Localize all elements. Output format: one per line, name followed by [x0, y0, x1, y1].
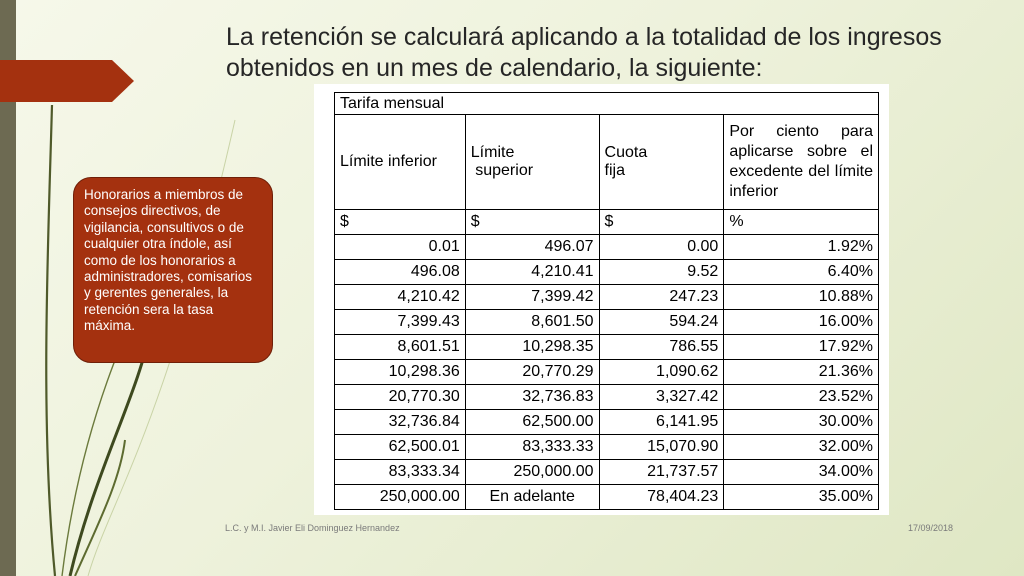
table-cell: 20,770.29 — [465, 360, 599, 385]
table-cell: 32.00% — [724, 435, 879, 460]
header-cuota-fija: Cuota fija — [599, 115, 724, 210]
table-cell: 7,399.43 — [335, 310, 466, 335]
table-row — [335, 260, 879, 285]
table-cell: 20,770.30 — [335, 385, 466, 410]
table-row — [335, 285, 879, 310]
table-cell: 250,000.00 — [335, 485, 466, 510]
table-cell: 7,399.42 — [465, 285, 599, 310]
title-arrow-marker — [0, 60, 134, 102]
table-cell: 0.00 — [599, 235, 724, 260]
table-row — [335, 460, 879, 485]
table-cell: 4,210.41 — [465, 260, 599, 285]
footer-author: L.C. y M.I. Javier Eli Dominguez Hernandez — [225, 523, 400, 533]
tarifa-table-image — [314, 84, 889, 515]
slide-title: La retención se calculará aplicando a la totalidad de los ingresos obtenidos en un mes de calendario, la siguiente: — [226, 23, 942, 82]
table-cell: 8,601.51 — [335, 335, 466, 360]
table-cell: 83,333.34 — [335, 460, 466, 485]
header-limite-superior: Límite superior — [465, 115, 599, 210]
table-cell: 32,736.84 — [335, 410, 466, 435]
table-row — [335, 335, 879, 360]
table-cell: 21.36% — [724, 360, 879, 385]
table-row — [335, 385, 879, 410]
table-cell: 15,070.90 — [599, 435, 724, 460]
table-cell: 0.01 — [335, 235, 466, 260]
table-cell: 3,327.42 — [599, 385, 724, 410]
table-cell: 21,737.57 — [599, 460, 724, 485]
table-cell: 496.07 — [465, 235, 599, 260]
table-cell: 23.52% — [724, 385, 879, 410]
header-por-ciento: Por ciento para aplicarse sobre el excedente del límite inferior — [724, 115, 879, 210]
table-cell: 594.24 — [599, 310, 724, 335]
header-limite-inferior: Límite inferior — [335, 115, 466, 210]
unit-cell: $ — [335, 210, 466, 235]
table-cell: 8,601.50 — [465, 310, 599, 335]
table-cell: 4,210.42 — [335, 285, 466, 310]
unit-cell: $ — [599, 210, 724, 235]
footer-date: 17/09/2018 — [908, 523, 954, 533]
table-cell: 78,404.23 — [599, 485, 724, 510]
table-cell: 10.88% — [724, 285, 879, 310]
table-cell: 10,298.36 — [335, 360, 466, 385]
table-cell: 83,333.33 — [465, 435, 599, 460]
tarifa-mensual-table — [334, 92, 879, 510]
table-cell: 10,298.35 — [465, 335, 599, 360]
table-cell: 62,500.00 — [465, 410, 599, 435]
table-row — [335, 360, 879, 385]
table-cell: 786.55 — [599, 335, 724, 360]
table-cell: 6.40% — [724, 260, 879, 285]
table-cell: 250,000.00 — [465, 460, 599, 485]
table-cell: 17.92% — [724, 335, 879, 360]
callout-box: Honorarios a miembros de consejos directivos, de vigilancia, consultivos o de cualquier otra índole, así como de los honorarios a administradores, comisarios y gerentes generales, la retención sera la tasa máxima. — [73, 177, 273, 363]
table-row — [335, 410, 879, 435]
table-row — [335, 310, 879, 335]
table-cell: 496.08 — [335, 260, 466, 285]
table-cell: 32,736.83 — [465, 385, 599, 410]
unit-cell: % — [724, 210, 879, 235]
table-cell: 16.00% — [724, 310, 879, 335]
table-row — [335, 435, 879, 460]
table-cell: 62,500.01 — [335, 435, 466, 460]
table-row — [335, 485, 879, 510]
table-cell: 30.00% — [724, 410, 879, 435]
table-cell: 1.92% — [724, 235, 879, 260]
table-caption: Tarifa mensual — [335, 93, 879, 115]
table-row — [335, 235, 879, 260]
table-cell: En adelante — [465, 485, 599, 510]
table-cell: 247.23 — [599, 285, 724, 310]
table-body — [335, 235, 879, 510]
table-cell: 1,090.62 — [599, 360, 724, 385]
table-cell: 34.00% — [724, 460, 879, 485]
unit-cell: $ — [465, 210, 599, 235]
table-cell: 35.00% — [724, 485, 879, 510]
table-cell: 9.52 — [599, 260, 724, 285]
table-cell: 6,141.95 — [599, 410, 724, 435]
